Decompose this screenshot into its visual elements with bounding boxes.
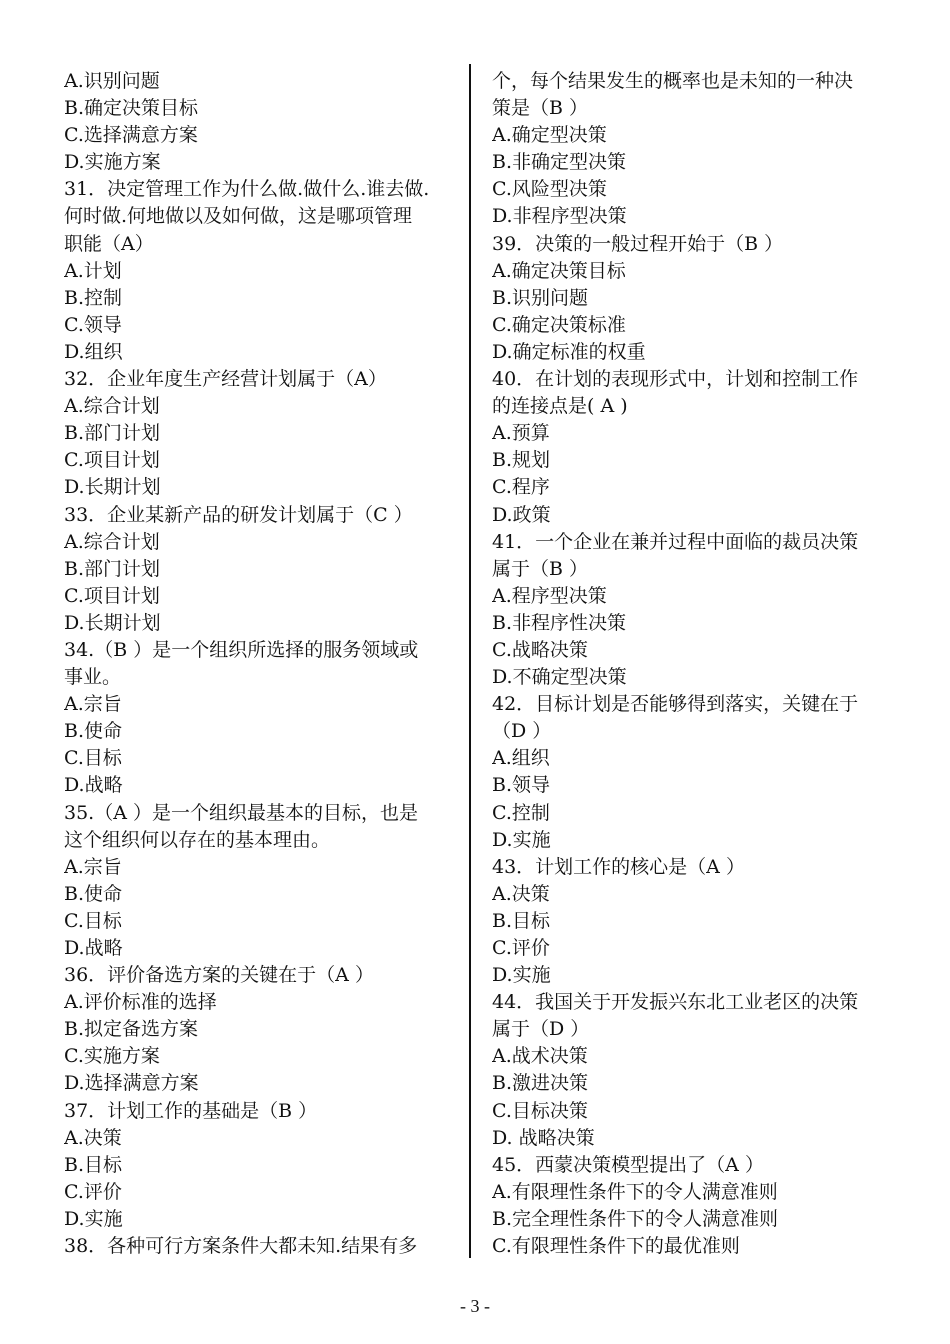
left-column-line: 这个组织何以存在的基本理由。 (64, 828, 331, 851)
left-column-line: C.目标 (64, 909, 122, 932)
right-column-line: 41．一个企业在兼并过程中面临的裁员决策 (492, 530, 859, 553)
right-column-line: 39．决策的一般过程开始于（B ） (492, 232, 784, 255)
right-column-line: B.激进决策 (492, 1072, 589, 1095)
right-column-line: A.组织 (492, 747, 550, 770)
right-column-line: A.预算 (492, 422, 550, 445)
right-column-line: B.领导 (492, 774, 551, 797)
right-column-line: B.非程序性决策 (492, 611, 627, 634)
left-column (64, 68, 450, 1260)
left-column-line: 31．决定管理工作为什么做.做什么.谁去做. (64, 178, 430, 201)
right-column-line: B.完全理性条件下的令人满意准则 (492, 1207, 779, 1230)
right-column-line: 45．西蒙决策模型提出了（A ） (492, 1153, 764, 1176)
right-column-line: 属于（B ） (492, 557, 589, 580)
left-column-line: 事业。 (64, 666, 122, 689)
left-column-line: D.实施方案 (64, 151, 161, 174)
right-column-line: A.决策 (492, 882, 550, 905)
page-number: - 3 - (460, 1296, 490, 1316)
left-column-line: A.宗旨 (64, 855, 122, 878)
right-column-line: C.目标决策 (492, 1099, 588, 1122)
left-column-line: B.控制 (64, 286, 123, 309)
right-column-line: C.程序 (492, 476, 550, 499)
right-column-line: 44．我国关于开发振兴东北工业老区的决策 (492, 991, 859, 1014)
left-column-line: 34.（B ）是一个组织所选择的服务领域或 (64, 638, 419, 661)
left-column-line: C.项目计划 (64, 449, 160, 472)
right-column-line: C.控制 (492, 801, 550, 824)
right-column-line: B.目标 (492, 909, 551, 932)
right-column-line: C.评价 (492, 937, 550, 959)
right-column-line: D.实施 (492, 964, 551, 987)
right-column-line: D. 战略决策 (492, 1126, 595, 1149)
left-column-line: 何时做.何地做以及如何做，这是哪项管理 (64, 205, 413, 228)
left-column-line: A.决策 (64, 1126, 122, 1149)
left-column-line: D.组织 (64, 340, 123, 363)
left-column-line: C.选择满意方案 (64, 124, 198, 147)
right-column-line: C.确定决策标准 (492, 313, 626, 336)
right-column-line: 42．目标计划是否能够得到落实，关键在于 (492, 693, 859, 716)
right-column-line: C.战略决策 (492, 638, 588, 661)
left-column-line: 33．企业某新产品的研发计划属于（C ） (64, 503, 413, 526)
left-column-line: B.使命 (64, 720, 123, 743)
right-column-line: A.确定决策目标 (492, 259, 626, 282)
left-column-line: D.实施 (64, 1207, 123, 1230)
right-column-line: C.风险型决策 (492, 178, 607, 201)
left-column-line: D.战略 (64, 937, 123, 959)
left-column-line: D.长期计划 (64, 611, 161, 634)
left-column-line: 38．各种可行方案条件大都未知.结果有多 (64, 1235, 418, 1258)
left-column-line: 35.（A ）是一个组织最基本的目标，也是 (64, 801, 418, 824)
left-column-line: D.战略 (64, 774, 123, 797)
right-column-line: D.政策 (492, 503, 551, 526)
column-divider (469, 64, 471, 1258)
left-column-line: A.综合计划 (64, 395, 160, 418)
right-column-line: 43．计划工作的核心是（A ） (492, 855, 745, 878)
right-column-line: A.有限理性条件下的令人满意准则 (492, 1180, 778, 1203)
left-column-line: C.目标 (64, 747, 122, 770)
left-column-line: A.识别问题 (64, 70, 160, 92)
left-column-line: 36．评价备选方案的关键在于（A ） (64, 964, 374, 987)
left-column-line: C.评价 (64, 1180, 122, 1203)
right-column-line: D.实施 (492, 828, 551, 851)
right-column (492, 68, 884, 1260)
right-column-line: B.规划 (492, 449, 551, 472)
left-column-line: 37．计划工作的基础是（B ） (64, 1099, 318, 1122)
right-column-line: C.有限理性条件下的最优准则 (492, 1235, 740, 1258)
right-column-line: D.不确定型决策 (492, 666, 627, 689)
left-column-line: B.拟定备选方案 (64, 1018, 199, 1041)
left-column-line: A.宗旨 (64, 693, 122, 716)
right-column-line: 属于（D ） (492, 1018, 590, 1041)
left-column-line: C.实施方案 (64, 1045, 160, 1068)
right-column-line: 40．在计划的表现形式中，计划和控制工作 (492, 368, 859, 391)
right-column-line: 策是（B ） (492, 97, 589, 120)
left-column-line: D.长期计划 (64, 476, 161, 499)
left-column-line: B.目标 (64, 1153, 123, 1176)
left-column-line: B.部门计划 (64, 422, 161, 445)
right-column-line: 的连接点是( A ) (492, 395, 628, 418)
left-column-line: A.计划 (64, 259, 122, 282)
right-column-line: D.非程序型决策 (492, 205, 627, 228)
right-column-line: A.程序型决策 (492, 584, 607, 607)
right-column-line: A.战术决策 (492, 1045, 588, 1068)
right-column-line: 个，每个结果发生的概率也是未知的一种决 (492, 70, 854, 92)
left-column-line: A.综合计划 (64, 530, 160, 553)
left-column-line: B.使命 (64, 882, 123, 905)
left-column-line: 32．企业年度生产经营计划属于（A） (64, 368, 387, 391)
left-column-line: D.选择满意方案 (64, 1072, 199, 1095)
left-column-line: B.部门计划 (64, 557, 161, 580)
right-column-line: B.识别问题 (492, 286, 589, 309)
right-column-line: B.非确定型决策 (492, 151, 627, 174)
right-column-line: A.确定型决策 (492, 124, 607, 147)
right-column-line: D.确定标准的权重 (492, 340, 646, 363)
left-column-line: 职能（A） (64, 232, 154, 255)
left-column-line: C.项目计划 (64, 584, 160, 607)
left-column-line: A.评价标准的选择 (64, 991, 217, 1014)
left-column-line: B.确定决策目标 (64, 97, 199, 120)
left-column-line: C.领导 (64, 313, 122, 336)
right-column-line: （D ） (492, 720, 552, 743)
